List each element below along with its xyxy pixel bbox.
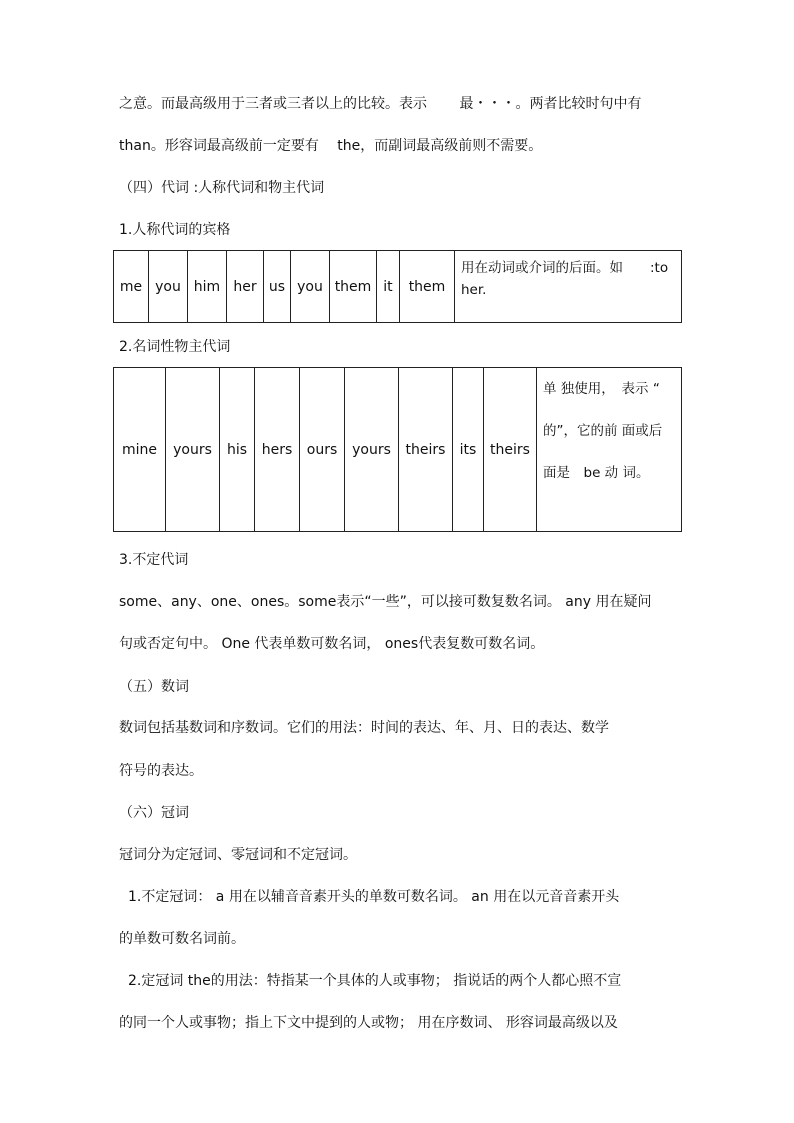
subsection-heading: 2.名词性物主代词 <box>119 339 231 355</box>
paragraph-line: 的同一个人或事物；指上下文中提到的人或物； 用在序数词、 形容词最高级以及 <box>119 1015 618 1031</box>
paragraph-line: 1.不定冠词： a 用在以辅音音素开头的单数可数名词。 an 用在以元音音素开头 <box>128 889 620 905</box>
paragraph-line: than。形容词最高级前一定要有 the，而副词最高级前则不需要。 <box>119 138 543 154</box>
subsection-heading: 1.人称代词的宾格 <box>119 222 231 238</box>
section-heading: （四）代词 :人称代词和物主代词 <box>119 180 325 196</box>
table-cell: him <box>188 251 227 323</box>
table-cell: you <box>149 251 188 323</box>
table-cell: ours <box>300 368 345 532</box>
paragraph-line: 句或否定句中。 One 代表单数可数名词， ones代表复数可数名词。 <box>119 636 545 652</box>
usage-note: 单 独使用， 表示 “ 的”，它的前 面或后面是 be 动 词。 <box>537 368 682 532</box>
table-cell: mine <box>114 368 166 532</box>
paragraph-line: 2.定冠词 the的用法：特指某一个具体的人或事物； 指说话的两个人都心照不宣 <box>128 973 622 989</box>
table-cell: yours <box>166 368 220 532</box>
table-cell: me <box>114 251 149 323</box>
objective-pronoun-table <box>113 250 682 323</box>
table-cell: her <box>227 251 264 323</box>
paragraph-line: 符号的表达。 <box>119 763 203 779</box>
section-heading: （六）冠词 <box>119 805 189 821</box>
table-cell: theirs <box>484 368 537 532</box>
paragraph-line: 的单数可数名词前。 <box>119 931 245 947</box>
table-cell: theirs <box>399 368 453 532</box>
table-cell: us <box>264 251 291 323</box>
section-heading: （五）数词 <box>119 679 189 695</box>
table-cell: its <box>453 368 484 532</box>
table-cell: yours <box>345 368 399 532</box>
subsection-heading: 3.不定代词 <box>119 552 189 568</box>
usage-note: 用在动词或介词的后面。如 :to her. <box>455 251 682 323</box>
paragraph-line: 冠词分为定冠词、零冠词和不定冠词。 <box>119 847 357 863</box>
table-cell: his <box>220 368 255 532</box>
paragraph-line: 数词包括基数词和序数词。它们的用法：时间的表达、年、月、日的表达、数学 <box>119 720 609 736</box>
paragraph-line: 之意。而最高级用于三者或三者以上的比较。表示 最・・・。两者比较时句中有 <box>119 96 642 112</box>
possessive-pronoun-table <box>113 367 687 532</box>
table-cell: them <box>330 251 377 323</box>
paragraph-line: some、any、one、ones。some表示“一些”，可以接可数复数名词。 any 用在疑问 <box>119 594 652 610</box>
table-cell: them <box>400 251 455 323</box>
table-cell: hers <box>255 368 300 532</box>
table-cell: it <box>377 251 400 323</box>
table-cell: you <box>291 251 330 323</box>
